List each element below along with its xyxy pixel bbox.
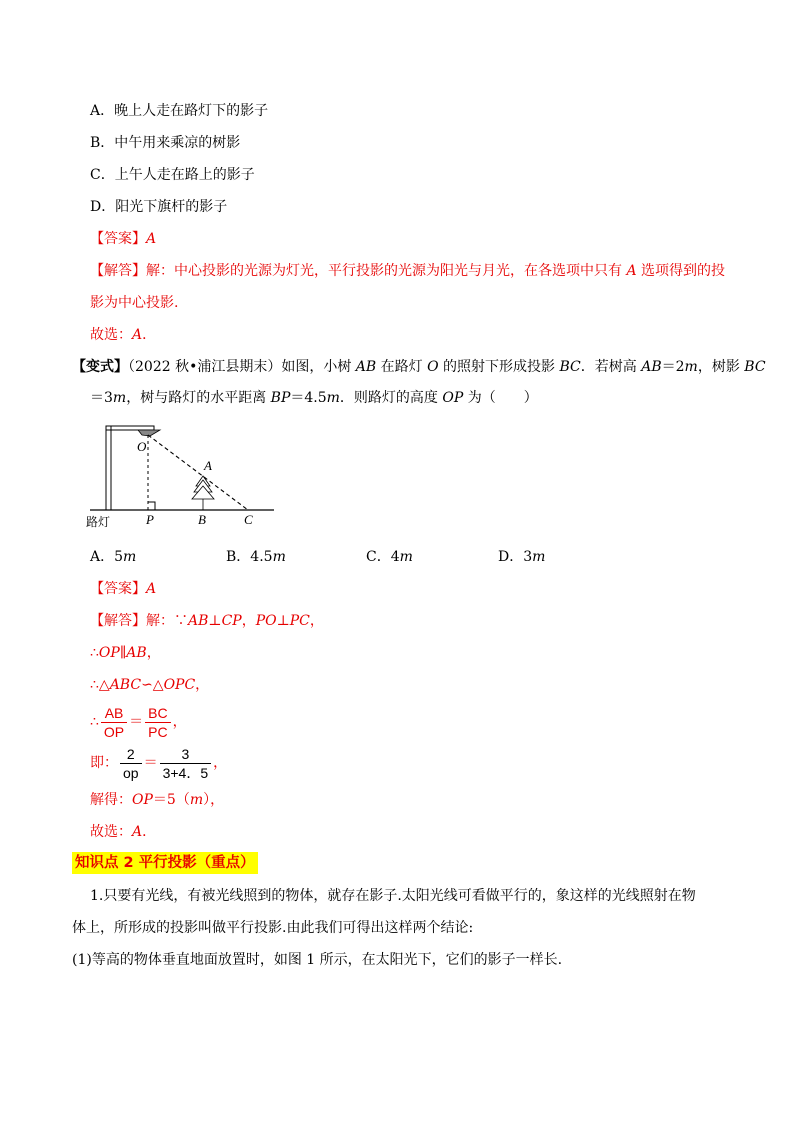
streetlight-tree-figure: [84, 418, 284, 530]
q2-option-d: D．3m: [498, 549, 546, 565]
fraction-2-op: $\frac{2}{op}$: [120, 746, 142, 781]
fraction-ab-op: $\frac{AB}{OP}$: [101, 705, 127, 740]
lamp-arm: [106, 426, 154, 430]
label-c: C: [244, 512, 253, 527]
right-angle-mark: [148, 502, 155, 510]
lamp-post: [106, 426, 111, 510]
section-para1-line1: 1.只要有光线，有被光线照到的物体，就存在影子.太阳光线可看做平行的，象这样的光线照射在物: [90, 888, 696, 904]
q2-step2: ∴OP∥AB，: [90, 645, 161, 661]
q2-choose: 故选：A．: [90, 824, 157, 840]
q2-option-b: B．4.5m: [226, 549, 286, 565]
q2-stem-line2: ＝3m，树与路灯的水平距离 BP＝4.5m．则路灯的高度 OP 为（ ）: [90, 390, 538, 406]
q2-step3: ∴△ABC∽△OPC，: [90, 677, 210, 693]
q1-option-b: B．中午用来乘凉的树影: [90, 135, 241, 151]
label-streetlight: 路灯: [86, 515, 111, 529]
q1-analysis-line1: 【解答】解：中心投影的光源为灯光，平行投影的光源为阳光与月光，在各选项中只有 A 选项得到的投: [90, 263, 726, 279]
q2-option-a: A．5m: [90, 549, 137, 565]
q2-option-c: C．4m: [366, 549, 413, 565]
q2-step6-result: 解得：OP＝5（m），: [90, 792, 225, 808]
section-heading: 知识点 2 平行投影（重点）: [72, 852, 258, 874]
fraction-bc-pc: $\frac{BC}{PC}$: [145, 705, 170, 740]
q1-option-a: A．晚上人走在路灯下的影子: [90, 103, 269, 119]
label-b: B: [198, 512, 206, 527]
q1-choose: 故选：A．: [90, 327, 157, 343]
q2-step5-substitution: 即： $\frac{2}{op}$ ＝ $\frac{3}{3+4.5}$ ，: [90, 745, 228, 781]
q1-option-d: D．阳光下旗杆的影子: [90, 199, 228, 215]
section-para1-line2: 体上，所形成的投影叫做平行投影.由此我们可得出这样两个结论:: [72, 920, 474, 936]
label-a: A: [204, 458, 212, 473]
q2-stem-line1: 【变式】（2022 秋•浦江县期末）如图，小树 AB 在路灯 O 的照射下形成投影 BC．若树高 AB＝2m，树影 BC: [72, 359, 766, 375]
section-para2: (1)等高的物体垂直地面放置时，如图 1 所示，在太阳光下，它们的影子一样长.: [72, 952, 563, 968]
q1-analysis-line2: 影为中心投影.: [90, 295, 179, 311]
label-p: P: [146, 512, 154, 527]
q2-answer: 【答案】A: [90, 581, 157, 597]
label-o: O: [137, 439, 147, 454]
fraction-3-sum: $\frac{3}{3+4.5}$: [160, 746, 212, 781]
q1-option-c: C．上午人走在路上的影子: [90, 167, 255, 183]
q2-step4-ratio: ∴ $\frac{AB}{OP}$ ＝ $\frac{BC}{PC}$ ，: [90, 704, 187, 740]
q1-answer: 【答案】A: [90, 231, 157, 247]
tree-icon: [192, 476, 214, 510]
q2-step1: 【解答】解：∵AB⊥CP，PO⊥PC，: [90, 613, 324, 629]
